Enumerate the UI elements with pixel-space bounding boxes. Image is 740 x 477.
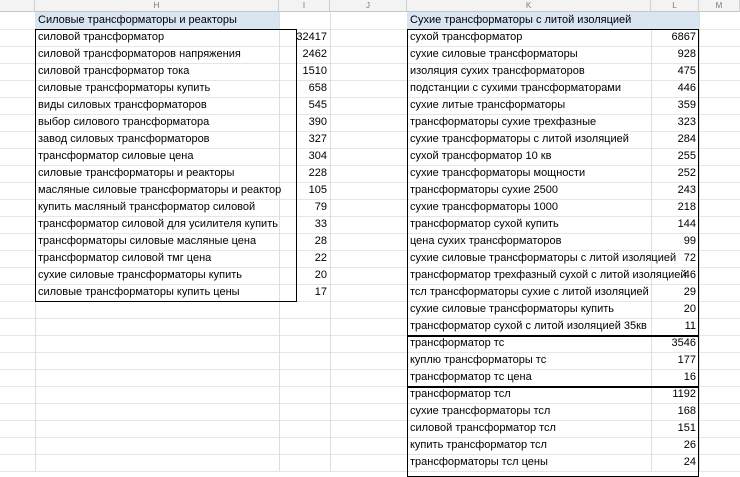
right-table-keyword-cell[interactable]: трансформаторы сухие 2500 [410, 184, 558, 196]
left-table-row[interactable] [35, 97, 330, 114]
right-table-value-cell[interactable]: 6867 [671, 31, 696, 43]
left-table-value-cell[interactable]: 304 [308, 150, 327, 162]
left-table-row[interactable] [35, 284, 330, 301]
left-table-header[interactable] [35, 12, 279, 29]
left-table-value-cell[interactable]: 1510 [302, 65, 327, 77]
left-table-row[interactable] [35, 267, 330, 284]
tsl-group-row[interactable] [407, 386, 699, 403]
left-table-value-cell[interactable]: 79 [314, 201, 327, 213]
left-table-row[interactable] [35, 63, 330, 80]
left-table-row[interactable] [35, 131, 330, 148]
right-table-keyword-cell[interactable]: сухие силовые трансформаторы [410, 48, 578, 60]
right-table-row[interactable] [407, 250, 699, 267]
right-table-row[interactable] [407, 301, 699, 318]
right-table-value-cell[interactable]: 252 [677, 167, 696, 179]
tsl-group-keyword-cell[interactable]: купить трансформатор тсл [410, 439, 547, 451]
ts-group-row[interactable] [407, 335, 699, 352]
ts-group-value-cell[interactable]: 3546 [671, 337, 696, 349]
right-table-value-cell[interactable]: 359 [677, 99, 696, 111]
right-table-keyword-cell[interactable]: сухие силовые трансформаторы купить [410, 303, 615, 315]
left-table-value-cell[interactable]: 32417 [296, 31, 327, 43]
left-table-row[interactable] [35, 182, 330, 199]
right-table-value-cell[interactable]: 284 [677, 133, 696, 145]
tsl-group-row[interactable] [407, 437, 699, 454]
left-table-value-cell[interactable]: 17 [314, 286, 327, 298]
right-table-row[interactable] [407, 199, 699, 216]
right-table-keyword-cell[interactable]: подстанции с сухими трансформаторами [410, 82, 622, 94]
right-table-row[interactable] [407, 63, 699, 80]
tsl-group-keyword-cell[interactable]: силовой трансформатор тсл [410, 422, 556, 434]
left-table-keyword-cell[interactable]: силовые трансформаторы купить цены [38, 286, 240, 298]
right-table-keyword-cell[interactable]: сухие силовые трансформаторы с литой изоляцией [410, 252, 677, 264]
right-table-header-label: Сухие трансформаторы с литой изоляцией [410, 14, 632, 26]
left-table-keyword-cell[interactable]: трансформатор силовые цена [38, 150, 194, 162]
left-table-value-cell[interactable]: 2462 [302, 48, 327, 60]
right-table-keyword-cell[interactable]: изоляция сухих трансформаторов [410, 65, 585, 77]
left-table-keyword-cell[interactable]: силовой трансформаторов напряжения [38, 48, 241, 60]
right-table-value-cell[interactable]: 255 [677, 150, 696, 162]
right-table-value-cell[interactable]: 46 [683, 269, 696, 281]
column-header-j[interactable]: J [330, 0, 407, 11]
right-table-value-cell[interactable]: 29 [683, 286, 696, 298]
left-table-value-cell[interactable]: 658 [308, 82, 327, 94]
left-table-keyword-cell[interactable]: силовой трансформатор [38, 31, 165, 43]
tsl-group-value-cell[interactable]: 26 [683, 439, 696, 451]
right-table-header[interactable] [407, 12, 699, 29]
column-header-bar [0, 0, 740, 12]
right-table-keyword-cell[interactable]: сухой трансформатор 10 кв [410, 150, 552, 162]
left-table-row[interactable] [35, 114, 330, 131]
right-table-row[interactable] [407, 114, 699, 131]
right-table-value-cell[interactable]: 99 [683, 235, 696, 247]
right-table-keyword-cell[interactable]: сухие литые трансформаторы [410, 99, 566, 111]
left-table-keyword-cell[interactable]: трансформаторы силовые масляные цена [38, 235, 257, 247]
left-table-row[interactable] [35, 250, 330, 267]
ts-group-keyword-cell[interactable]: куплю трансформаторы тс [410, 354, 547, 366]
right-table-keyword-cell[interactable]: трансформатор трехфазный сухой с литой изоляцией [410, 269, 687, 281]
right-table-keyword-cell[interactable]: тсл трансформаторы сухие с литой изоляцией [410, 286, 649, 298]
right-table-keyword-cell[interactable]: сухие трансформаторы мощности [410, 167, 586, 179]
left-table-row[interactable] [35, 216, 330, 233]
spreadsheet-grid[interactable] [0, 12, 740, 471]
right-table-keyword-cell[interactable]: сухие трансформаторы с литой изоляцией [410, 133, 629, 145]
right-table-value-cell[interactable]: 72 [683, 252, 696, 264]
right-table-keyword-cell[interactable]: трансформатор сухой купить [410, 218, 559, 230]
left-table-value-cell[interactable]: 28 [314, 235, 327, 247]
left-table-row[interactable] [35, 46, 330, 63]
ts-group-keyword-cell[interactable]: трансформатор тс цена [410, 371, 532, 383]
right-table-value-cell[interactable]: 144 [677, 218, 696, 230]
right-table-row[interactable] [407, 216, 699, 233]
column-header-i[interactable]: I [279, 0, 330, 11]
left-table-row[interactable] [35, 29, 330, 46]
left-table-row[interactable] [35, 165, 330, 182]
right-table-value-cell[interactable]: 323 [677, 116, 696, 128]
left-table-row[interactable] [35, 199, 330, 216]
column-header-l[interactable]: L [651, 0, 699, 11]
right-table-value-cell[interactable]: 11 [684, 320, 696, 332]
left-table-keyword-cell[interactable]: купить масляный трансформатор силовой [38, 201, 256, 213]
tsl-group-row[interactable] [407, 454, 699, 471]
right-table-row[interactable] [407, 165, 699, 182]
left-table-value-cell[interactable]: 20 [314, 269, 327, 281]
tsl-group-value-cell[interactable]: 1192 [672, 388, 696, 400]
right-table-row[interactable] [407, 131, 699, 148]
left-table-value-cell[interactable]: 545 [308, 99, 327, 111]
left-table-value-cell[interactable]: 228 [308, 167, 327, 179]
tsl-group-keyword-cell[interactable]: трансформаторы тсл цены [410, 456, 548, 468]
column-header-m[interactable]: M [699, 0, 740, 11]
right-table-row[interactable] [407, 182, 699, 199]
right-table-row[interactable] [407, 29, 699, 46]
left-table-keyword-cell[interactable]: сухие силовые трансформаторы купить [38, 269, 243, 281]
ts-group-value-cell[interactable]: 16 [683, 371, 696, 383]
left-table-value-cell[interactable]: 327 [308, 133, 327, 145]
right-table-row[interactable] [407, 318, 699, 335]
left-table-value-cell[interactable]: 22 [314, 252, 327, 264]
right-table-value-cell[interactable]: 475 [677, 65, 696, 77]
left-table-value-cell[interactable]: 390 [308, 116, 327, 128]
left-table-header-label: Силовые трансформаторы и реакторы [38, 14, 237, 26]
left-table-keyword-cell[interactable]: трансформатор силовой для усилителя купить [38, 218, 278, 230]
left-table-value-cell[interactable]: 33 [314, 218, 327, 230]
tsl-group-keyword-cell[interactable]: сухие трансформаторы тсл [410, 405, 551, 417]
right-table-keyword-cell[interactable]: цена сухих трансформаторов [410, 235, 562, 247]
right-table-keyword-cell[interactable]: сухие трансформаторы 1000 [410, 201, 558, 213]
left-table-keyword-cell[interactable]: трансформатор силовой тмг цена [38, 252, 212, 264]
right-table-row[interactable] [407, 80, 699, 97]
ts-group-keyword-cell[interactable]: трансформатор тс [410, 337, 505, 349]
right-table-row[interactable] [407, 267, 699, 284]
right-table-row[interactable] [407, 97, 699, 114]
right-table-value-cell[interactable]: 243 [677, 184, 696, 196]
right-table-value-cell[interactable]: 928 [677, 48, 696, 60]
tsl-group-value-cell[interactable]: 168 [677, 405, 696, 417]
left-table-keyword-cell[interactable]: завод силовых трансформаторов [38, 133, 210, 145]
column-header-h[interactable]: H [35, 0, 279, 11]
left-table-keyword-cell[interactable]: выбор силового трансформатора [38, 116, 210, 128]
column-header-k[interactable]: K [407, 0, 651, 11]
tsl-group-value-cell[interactable]: 151 [677, 422, 696, 434]
right-table-value-cell[interactable]: 218 [677, 201, 696, 213]
tsl-group-keyword-cell[interactable]: трансформатор тсл [410, 388, 511, 400]
ts-group-row[interactable] [407, 352, 699, 369]
right-table-row[interactable] [407, 233, 699, 250]
left-table-keyword-cell[interactable]: силовой трансформатор тока [38, 65, 190, 77]
right-table-value-cell[interactable]: 20 [683, 303, 696, 315]
right-table-row[interactable] [407, 284, 699, 301]
left-table-value-cell[interactable]: 105 [308, 184, 327, 196]
column-header-corner [0, 0, 35, 11]
right-table-keyword-cell[interactable]: сухой трансформатор [410, 31, 523, 43]
right-table-row[interactable] [407, 148, 699, 165]
left-table-row[interactable] [35, 148, 330, 165]
left-table-keyword-cell[interactable]: силовые трансформаторы и реакторы [38, 167, 235, 179]
left-table-row[interactable] [35, 233, 330, 250]
right-table-value-cell[interactable]: 446 [677, 82, 696, 94]
tsl-group-row[interactable] [407, 403, 699, 420]
left-table-keyword-cell[interactable]: силовые трансформаторы купить [38, 82, 211, 94]
right-table-keyword-cell[interactable]: трансформатор сухой с литой изоляцией 35кв [410, 320, 647, 332]
ts-group-row[interactable] [407, 369, 699, 386]
tsl-group-row[interactable] [407, 420, 699, 437]
right-table-row[interactable] [407, 46, 699, 63]
left-table-row[interactable] [35, 80, 330, 97]
left-table-keyword-cell[interactable]: масляные силовые трансформаторы и реактор [38, 184, 282, 196]
ts-group-value-cell[interactable]: 177 [677, 354, 696, 366]
tsl-group-value-cell[interactable]: 24 [683, 456, 696, 468]
right-table-keyword-cell[interactable]: трансформаторы сухие трехфазные [410, 116, 597, 128]
left-table-keyword-cell[interactable]: виды силовых трансформаторов [38, 99, 207, 111]
